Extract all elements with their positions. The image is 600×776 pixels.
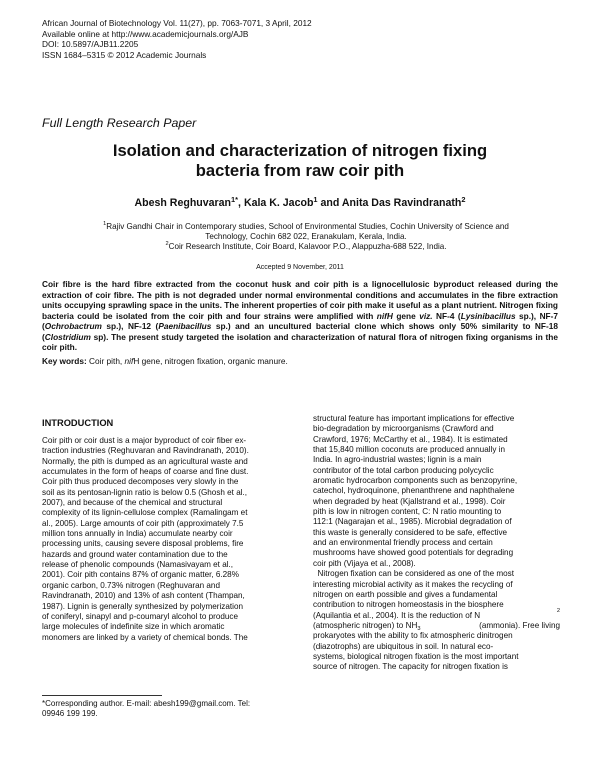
author-affiliation-mark: 1 (313, 195, 318, 204)
abstract-line: inherent properties of coir pith make it useful as a plant nutrient. Nitrogen fixing bacteria could be (42, 300, 558, 321)
column-line: hazards and ground water contamination due to the (42, 549, 228, 559)
column-line: complexity of its lignin-cellulose complex (Ramalingam et (42, 508, 248, 518)
gene-name: nifH (376, 310, 393, 321)
footnote-line: 09946 199 199. (42, 709, 98, 719)
author-separator: and (317, 197, 342, 209)
column-line: organic carbon, 0.73% nitrogen (Reghuvaran and (42, 580, 220, 590)
column-line: Nitrogen fixation can be considered as one of the most (313, 569, 514, 579)
column-line: structural feature has important implications for effective (313, 414, 515, 423)
species-name: Ochrobactrum (44, 321, 102, 331)
column-line: Crawford, 1976; McCarthy et al., 1984). It is estimated (313, 434, 508, 444)
affiliation-1 (56, 222, 556, 232)
subscript: 3 (417, 625, 421, 632)
left-column (42, 436, 289, 643)
abstract-italic: viz. (419, 310, 433, 321)
author-list (30, 197, 570, 209)
accepted-date: Accepted 9 November, 2011 (256, 264, 344, 271)
doi: DOI: 10.5897/AJB11.2205 (42, 39, 139, 50)
column-line: soil as its pentosan-lignin ratio is below 0.5 (Ghosh et al., (42, 487, 248, 497)
keywords (42, 356, 288, 366)
column-line: large molecules of indefinite size in which aromatic (42, 622, 225, 632)
abstract-text: sp.), NF-12 ( (101, 321, 159, 331)
affiliation-number: 2 (165, 241, 169, 248)
column-line: release of phenolic compounds (Namasivayam et al., (42, 560, 234, 570)
title-line-1: Isolation and characterization of nitrogen fixing (112, 141, 488, 160)
abstract-line: isolated from the coir pith and four strains were amplified with (116, 310, 377, 321)
column-line: of coniferyl, sinapyl and p-coumaryl alcohol to produce (42, 611, 239, 621)
column-line: coir pith (Vijaya et al., 2008). (313, 558, 416, 568)
footnote-line: *Corresponding author. E-mail: abesh199@gmail.com. Tel: (42, 699, 251, 708)
column-line (313, 621, 560, 631)
column-line: this waste is generally considered to be safe, effective (313, 527, 508, 537)
abstract-text: sp.), (515, 310, 537, 321)
column-line: when degraded by heat (Kjallstrand et al., 1998). Coir (313, 496, 506, 506)
abstract-line: of natural flora of nitrogen fixing organisms in the coir pith. (42, 331, 558, 352)
column-line: (diazotrophs) are ubiquitous in soil. In natural eco- (313, 641, 494, 651)
column-line: processing units, causing severe disposal problems, fire (42, 539, 244, 549)
author-name: Kala K. Jacob (243, 197, 314, 209)
affiliation-text: Coir Research Institute, Coir Board, Kalavoor P.O., Alappuzha-688 522, India. (168, 242, 447, 252)
line-text: (atmospheric nitrogen) to NH (313, 620, 418, 630)
paper-type: Full Length Research Paper (42, 116, 197, 130)
abstract-text: NF-7 ( (42, 310, 558, 331)
abstract-line: Coir fibre is the hard fibre extracted from the coconut husk and coir pith is a lignocellulosic byproduct (42, 279, 475, 289)
section-heading-introduction: INTRODUCTION (42, 418, 114, 428)
author-separator: , (238, 197, 244, 209)
column-line: that 15,840 million coconuts are produced annually in (313, 445, 505, 455)
abstract-text: gene (392, 310, 420, 321)
right-column (313, 414, 560, 673)
column-line: contributor of the total carbon producing polycyclic (313, 465, 494, 475)
column-line: Normally, the pith is dumped as an agricultural waste and (42, 456, 248, 466)
journal-url: Available online at http://www.academicjournals.org/AJB (42, 28, 249, 39)
title-line-2: bacteria from raw coir pith (195, 161, 405, 180)
column-line: India. In agro-industrial wastes; lignin is a main (313, 455, 482, 465)
column-line: nitrogen on earth possible and gives a fundamental (313, 589, 498, 599)
line-text: (ammonia). Free living (479, 620, 560, 630)
column-line: Coir pith or coir dust is a major byproduct of coir fiber ex- (42, 436, 247, 445)
keywords-text: H gene, nitrogen fixation, organic manure. (133, 356, 288, 366)
column-line: contribution to nitrogen homeostasis in the biosphere (313, 600, 504, 610)
line-text: (Aquilantia et al., 2004). It is the reduction of N (313, 610, 481, 620)
column-line: catechol, hydroquinone, phenanthrene and naphthalene (313, 486, 515, 496)
keywords-label: Key words: (42, 356, 87, 366)
column-line: pith is low in nitrogen content, C: N ratio mounting to (313, 507, 502, 517)
column-line: Ravindranath, 2010) and 13% of ash content (Thampan, (42, 591, 245, 601)
column-line: Coir pith thus produced decomposes very slowly in the (42, 477, 239, 487)
species-name: Lysinibacillus (460, 310, 516, 321)
column-line: aromatic hydrocarbon components such as benzopyrine, (313, 476, 518, 486)
column-line: mushrooms have showed good potentials for degrading (313, 548, 514, 558)
column-line: 1987). Lignin is generally synthesized by polymerization (42, 601, 243, 611)
column-line: prokaryotes with the ability to fix atmospheric dinitrogen (313, 631, 513, 641)
abstract-text: sp.) and an uncultured bacterial clone which shows only (211, 321, 457, 331)
affiliation-2 (56, 242, 556, 252)
author-name: Abesh Reghuvaran (134, 197, 232, 209)
abstract-text: 50% similarity to NF-18 ( (42, 321, 558, 342)
keywords-italic: nif (124, 356, 134, 366)
column-line: million tons annually in India) accumulate nearby coir (42, 529, 233, 539)
column-line: source of nitrogen. The capacity for nitrogen fixation is (313, 662, 508, 672)
column-line: traction industries (Reghuvaran and Ravindranath, 2010). (42, 446, 249, 456)
subscript: 2 (556, 607, 560, 614)
author-name: Anita Das Ravindranath (341, 197, 462, 209)
abstract-line: released during the extraction of coir fibre. The pith is not degraded under normal environmental (42, 279, 558, 300)
abstract-text: sp). The present study targeted the isolation and characterization (90, 331, 355, 342)
affiliation-1-cont: Technology, Cochin 682 022, Eranakulam, Kerala, India. (205, 232, 407, 242)
affiliation-number: 1 (103, 221, 107, 227)
author-affiliation-mark: 2 (461, 195, 466, 204)
affiliations (56, 222, 556, 253)
column-line: al., 2005). Large amounts of coir pith (approximately 7.5 (42, 518, 244, 528)
journal-header (42, 18, 562, 60)
footnote-rule (42, 695, 162, 696)
column-line: interesting microbial activity as it makes the recycling of (313, 579, 513, 589)
column-line: systems, biological nitrogen fixation is the most important (313, 651, 519, 661)
species-name: Paenibacillus (158, 321, 212, 331)
column-line (313, 607, 560, 621)
abstract-line: conditions and accumulates in the fibre extraction units occupying sprawling space in the units. The (42, 289, 558, 310)
column-line: 2007), and because of the chemical and structural (42, 498, 223, 508)
column-line: 2001). Coir pith contains 87% of organic matter, 6.28% (42, 570, 239, 580)
abstract-text: NF-4 ( (432, 310, 461, 321)
paper-title (30, 141, 570, 181)
species-name: Clostridium (44, 331, 91, 342)
issn: ISSN 1684–5315 © 2012 Academic Journals (42, 49, 207, 60)
column-line: and an environmental friendly process and certain (313, 538, 493, 548)
author-affiliation-mark: 1* (231, 195, 239, 204)
column-line: bio-degradation by microorganisms (Crawford and (313, 424, 494, 434)
journal-citation: African Journal of Biotechnology Vol. 11(27), pp. 7063-7071, 3 April, 2012 (42, 18, 312, 28)
column-line: 112:1 (Nagarajan et al., 1985). Microbial degradation of (313, 517, 512, 527)
abstract (42, 279, 558, 353)
footnote (42, 699, 289, 719)
column-line: accumulates in the form of heaps of coarse and fine dust. (42, 467, 249, 477)
keywords-text: Coir pith, (86, 356, 125, 366)
affiliation-text: Rajiv Gandhi Chair in Contemporary studies, School of Environmental Studies, Cochin University of Science and (106, 222, 509, 231)
column-line: monomers are linked by a variety of chemical bonds. The (42, 632, 248, 642)
